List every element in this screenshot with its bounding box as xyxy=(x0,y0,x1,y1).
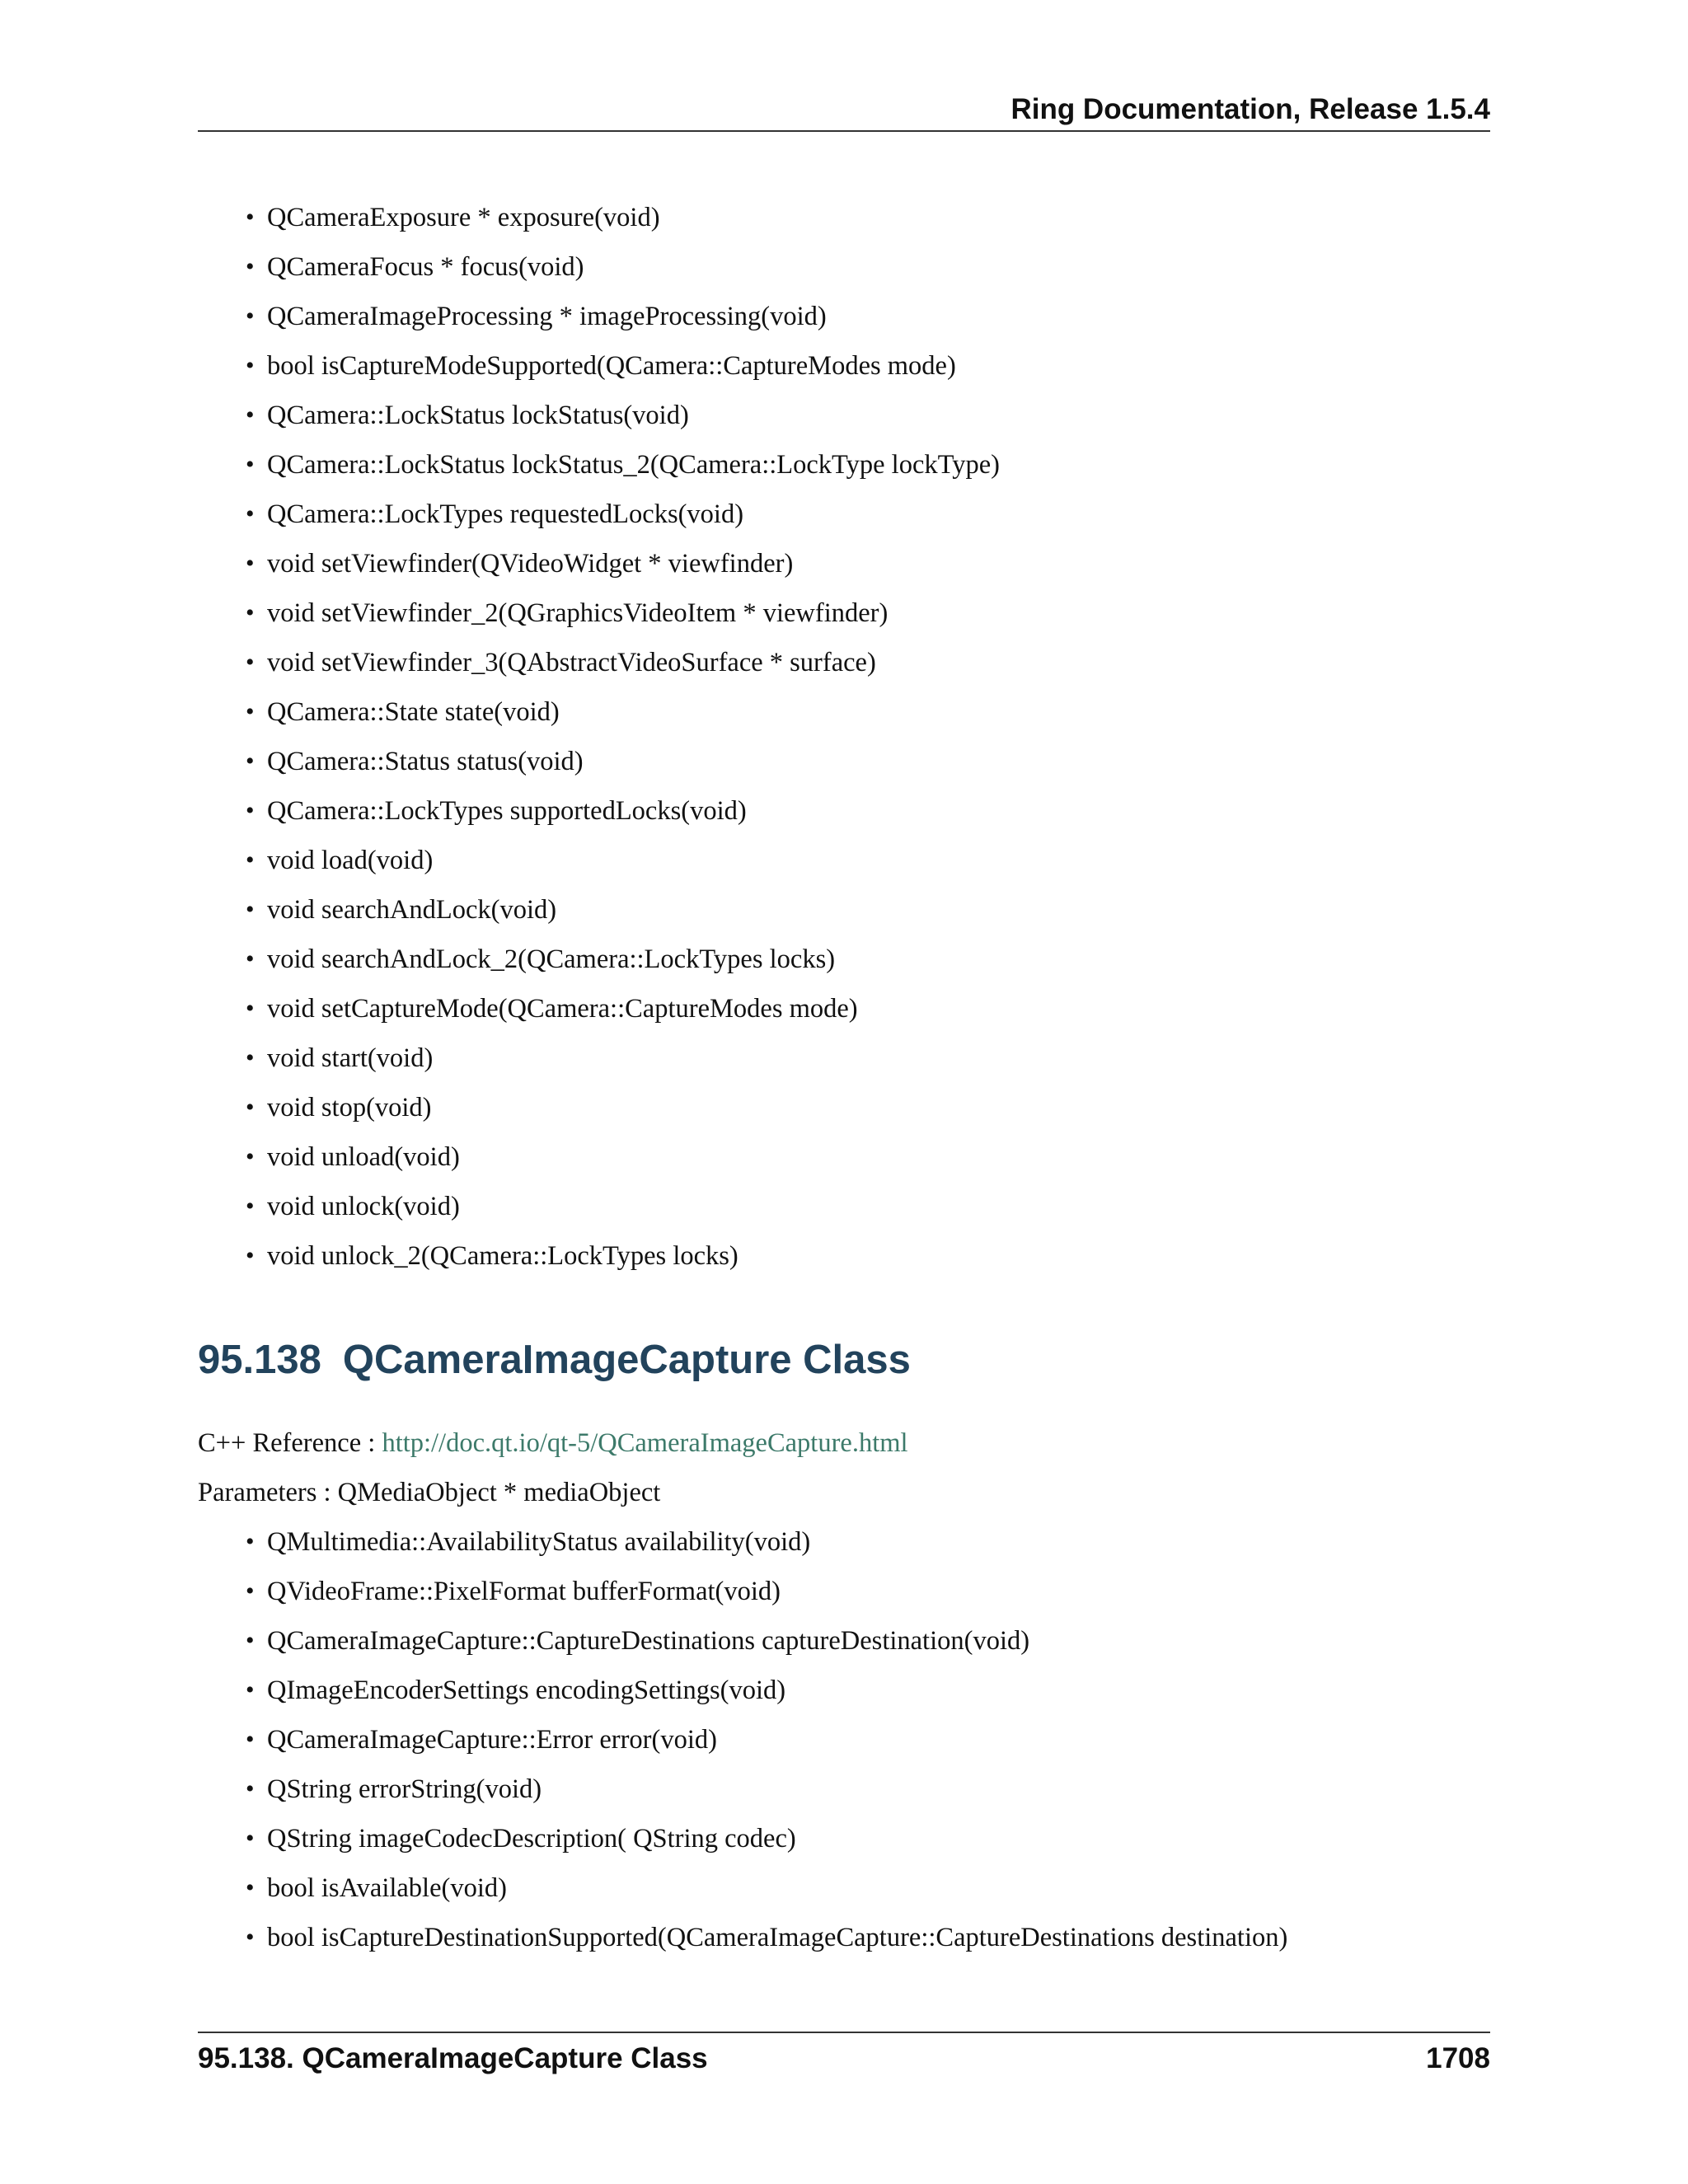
bullet-icon: • xyxy=(246,1577,255,1605)
list-item xyxy=(246,1765,1287,1814)
bullet-icon: • xyxy=(246,1242,255,1269)
method-signature: QVideoFrame::PixelFormat bufferFormat(void) xyxy=(267,1577,781,1606)
method-signature: QCamera::LockTypes supportedLocks(void) xyxy=(267,796,747,826)
list-item xyxy=(246,1231,1000,1281)
section-title: QCameraImageCapture Class xyxy=(342,1338,911,1382)
list-item xyxy=(246,638,1000,687)
page-footer xyxy=(198,2032,1490,2081)
list-item xyxy=(246,1666,1287,1715)
method-signature: bool isCaptureModeSupported(QCamera::CaptureModes mode) xyxy=(267,351,956,381)
bullet-icon: • xyxy=(246,550,255,577)
list-item xyxy=(246,1182,1000,1231)
section-number: 95.138 xyxy=(198,1338,321,1382)
qcamera-method-list xyxy=(246,193,1000,1281)
bullet-icon: • xyxy=(246,599,255,626)
list-item xyxy=(246,1616,1287,1666)
list-item xyxy=(246,193,1000,242)
list-item xyxy=(246,440,1000,490)
list-item xyxy=(246,341,1000,391)
bullet-icon: • xyxy=(246,401,255,429)
bullet-icon: • xyxy=(246,253,255,280)
bullet-icon: • xyxy=(246,451,255,478)
method-signature: QCamera::State state(void) xyxy=(267,697,560,727)
list-item xyxy=(246,885,1000,935)
parameters-line: Parameters : QMediaObject * mediaObject xyxy=(198,1478,661,1507)
bullet-icon: • xyxy=(246,797,255,824)
bullet-icon: • xyxy=(246,1874,255,1901)
list-item xyxy=(246,539,1000,588)
page-number: 1708 xyxy=(1426,2042,1490,2074)
bullet-icon: • xyxy=(246,1726,255,1753)
cpp-reference-line xyxy=(198,1422,908,1464)
method-signature: bool isAvailable(void) xyxy=(267,1873,507,1903)
method-signature: QCameraExposure * exposure(void) xyxy=(267,203,660,232)
bullet-icon: • xyxy=(246,698,255,725)
bullet-icon: • xyxy=(246,500,255,527)
method-signature: void searchAndLock(void) xyxy=(267,895,557,925)
method-signature: bool isCaptureDestinationSupported(QCameraImageCapture::CaptureDestinations destination) xyxy=(267,1923,1288,1952)
bullet-icon: • xyxy=(246,649,255,676)
method-signature: void stop(void) xyxy=(267,1093,432,1122)
list-item xyxy=(246,1033,1000,1083)
bullet-icon: • xyxy=(246,1924,255,1951)
bullet-icon: • xyxy=(246,945,255,972)
method-signature: QCameraImageProcessing * imageProcessing(void) xyxy=(267,302,827,331)
list-item xyxy=(246,242,1000,292)
method-signature: QCamera::LockStatus lockStatus_2(QCamera::LockType lockType) xyxy=(267,450,1000,480)
list-item xyxy=(246,1517,1287,1567)
bullet-icon: • xyxy=(246,352,255,379)
method-signature: QCameraImageCapture::Error error(void) xyxy=(267,1725,717,1755)
method-signature: QCameraFocus * focus(void) xyxy=(267,252,584,282)
bullet-icon: • xyxy=(246,995,255,1022)
list-item xyxy=(246,935,1000,984)
method-signature: QMultimedia::AvailabilityStatus availability(void) xyxy=(267,1527,811,1557)
list-item xyxy=(246,588,1000,638)
list-item xyxy=(246,292,1000,341)
bullet-icon: • xyxy=(246,1627,255,1654)
list-item xyxy=(246,1567,1287,1616)
list-item xyxy=(246,737,1000,786)
method-signature: void unlock_2(QCamera::LockTypes locks) xyxy=(267,1241,738,1271)
method-signature: QCamera::LockTypes requestedLocks(void) xyxy=(267,499,744,529)
document-title: Ring Documentation, Release 1.5.4 xyxy=(1010,93,1490,125)
list-item xyxy=(246,1913,1287,1962)
method-signature: void unlock(void) xyxy=(267,1192,460,1221)
section-heading xyxy=(198,1331,911,1389)
list-item xyxy=(246,836,1000,885)
list-item xyxy=(246,786,1000,836)
method-signature: void load(void) xyxy=(267,846,434,875)
list-item xyxy=(246,391,1000,440)
page-header xyxy=(198,92,1490,132)
bullet-icon: • xyxy=(246,1094,255,1121)
list-item xyxy=(246,1715,1287,1765)
bullet-icon: • xyxy=(246,204,255,231)
method-signature: void start(void) xyxy=(267,1043,434,1073)
qcameraimagecapture-method-list xyxy=(246,1517,1287,1962)
list-item xyxy=(246,1863,1287,1913)
bullet-icon: • xyxy=(246,1143,255,1170)
footer-section: 95.138. QCameraImageCapture Class xyxy=(198,2042,708,2074)
bullet-icon: • xyxy=(246,748,255,775)
bullet-icon: • xyxy=(246,302,255,330)
bullet-icon: • xyxy=(246,1676,255,1704)
method-signature: void setViewfinder_2(QGraphicsVideoItem * viewfinder) xyxy=(267,598,889,628)
method-signature: void searchAndLock_2(QCamera::LockTypes locks) xyxy=(267,944,836,974)
cpp-reference-link[interactable]: http://doc.qt.io/qt-5/QCameraImageCapture.html xyxy=(382,1428,908,1458)
method-signature: QCameraImageCapture::CaptureDestinations captureDestination(void) xyxy=(267,1626,1030,1656)
method-signature: QString errorString(void) xyxy=(267,1774,542,1804)
cpp-reference-label: C++ Reference : xyxy=(198,1428,382,1458)
method-signature: QImageEncoderSettings encodingSettings(void) xyxy=(267,1675,786,1705)
list-item xyxy=(246,1814,1287,1863)
method-signature: void setViewfinder_3(QAbstractVideoSurface * surface) xyxy=(267,648,876,677)
method-signature: void setViewfinder(QVideoWidget * viewfinder) xyxy=(267,549,794,579)
bullet-icon: • xyxy=(246,1528,255,1555)
list-item xyxy=(246,1132,1000,1182)
bullet-icon: • xyxy=(246,1825,255,1852)
list-item xyxy=(246,490,1000,539)
method-signature: QCamera::Status status(void) xyxy=(267,747,584,776)
bullet-icon: • xyxy=(246,1775,255,1802)
list-item xyxy=(246,984,1000,1033)
method-signature: void unload(void) xyxy=(267,1142,460,1172)
bullet-icon: • xyxy=(246,896,255,923)
method-signature: void setCaptureMode(QCamera::CaptureModes mode) xyxy=(267,994,858,1024)
bullet-icon: • xyxy=(246,846,255,874)
method-signature: QString imageCodecDescription( QString codec) xyxy=(267,1824,796,1854)
list-item xyxy=(246,1083,1000,1132)
method-signature: QCamera::LockStatus lockStatus(void) xyxy=(267,401,689,430)
bullet-icon: • xyxy=(246,1044,255,1071)
list-item xyxy=(246,687,1000,737)
bullet-icon: • xyxy=(246,1193,255,1220)
